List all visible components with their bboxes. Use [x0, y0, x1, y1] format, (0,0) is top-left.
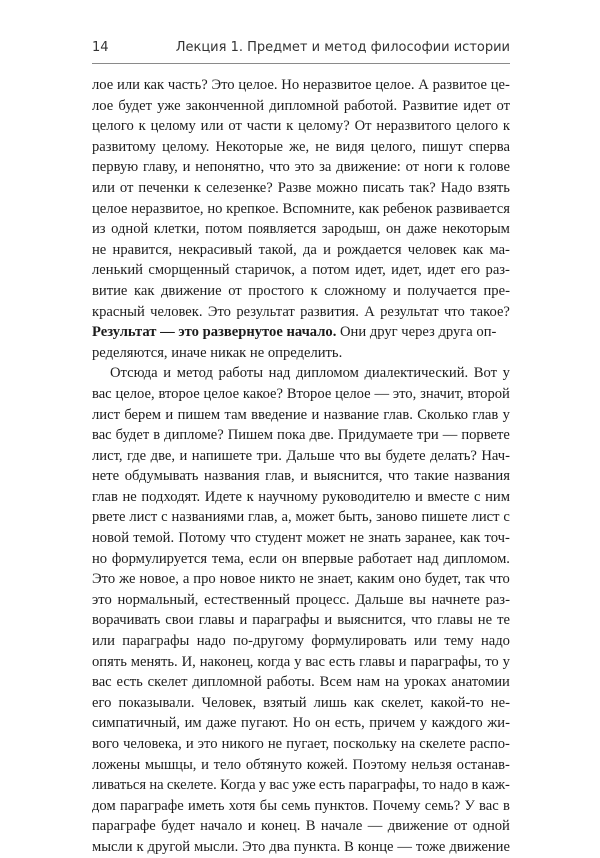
text-line: ложены мышцы, и тело обтянуто кожей. Поэтому нельзя останав- [92, 756, 510, 773]
text-line: параграфе будет начало и конец. В начале — движение от одной [92, 818, 510, 835]
text-line: ределяются, иначе никак не определить. [92, 344, 343, 361]
text-line: красный человек. Это результат развития. А результат что такое? [92, 303, 510, 320]
text-line: рвете лист с названиями глав, а, может быть, заново пишете лист с [92, 509, 510, 526]
text-line: лое или как часть? Это целое. Но неразвитое целое. А развитое це- [92, 77, 510, 93]
page-number: 14 [92, 40, 109, 55]
text-line: целого к целому или от части к целому? От неразвитого целого к [92, 118, 510, 135]
body-text [92, 75, 510, 858]
text-line: вас есть скелет дипломной работы. Всем нам на уроках анатомии [92, 674, 510, 691]
text-line: его показывали. Человек, взятый лишь как скелет, какой-то не- [92, 694, 510, 711]
line-text: Они друг через друга оп- [336, 324, 497, 341]
text-line: развитому целому. Некоторые же, не видя целого, пишут сперва [92, 138, 510, 155]
text-line: лист берем и пишем там введение и название глав. Сколько глав у [92, 406, 510, 423]
text-line: симпатичный, им даже пугают. Но он есть, причем у каждого жи- [92, 715, 510, 732]
text-line: глав не подходят. Идете к научному руководителю и вместе с ним [92, 488, 510, 505]
text-line: из одной клетки, потом появляется зародыш, он даже некоторым [92, 221, 510, 238]
text-line: или параграфы надо по-другому формулировать или тему надо [92, 633, 510, 650]
text-line: лое будет уже законченной дипломной работой. Развитие идет от [92, 97, 510, 114]
text-line: новой темой. Потому что студент может не знать заранее, как точ- [92, 530, 510, 547]
text-line: вого человека, и это никого не пугает, поскольку на скелете распо- [92, 736, 510, 752]
header-rule [92, 63, 510, 64]
text-line: первую главу, и непонятно, что это за движение: от ноги к голове [92, 159, 510, 176]
text-line: целое неразвитое, но крепкое. Вспомните, как ребенок развивается [92, 200, 510, 217]
text-line: витие как движение от простого к сложному и получается пре- [92, 282, 510, 299]
text-line: не нравится, некрасивый такой, да и рождается человек как ма- [92, 241, 510, 258]
text-line [92, 322, 510, 343]
text-line: вас целое, второе целое какое? Второе целое — это, значит, второй [92, 385, 510, 402]
text-line: или от печенки к селезенке? Разве можно писать так? Надо взять [92, 179, 510, 196]
page-header [92, 40, 510, 62]
bold-phrase: Результат — это развернутое начало. [92, 324, 337, 341]
text-line: ливаться на скелете. Когда у вас уже есть параграфы, то надо в каж- [92, 777, 510, 794]
text-line: Отсюда и метод работы над дипломом диалектический. Вот у [110, 365, 510, 382]
text-line: ворачивать свои главы и параграфы и выяснится, что главы не те [92, 612, 510, 629]
text-line: но формулируется тема, если он впервые работает над дипломом. [92, 550, 510, 567]
text-line: дом параграфе иметь хотя бы семь пунктов. Почему семь? У вас в [92, 797, 510, 814]
text-line: опять менять. И, наконец, когда у вас есть главы и параграфы, то у [92, 653, 510, 670]
text-line: ленький сморщенный старичок, а потом идет, идет, идет его раз- [92, 262, 510, 279]
text-line: Это же новое, а про новое никто не знает, каким оно будет, так что [92, 571, 510, 588]
text-line: нете обдумывать названия глав, и выяснится, что такие названия [92, 468, 510, 485]
running-head: Лекция 1. Предмет и метод философии истории [175, 40, 510, 55]
text-line: вас будет в дипломе? Пишем пока две. Придумаете три — порвете [92, 427, 510, 444]
text-line: лист, где две, и напишете три. Дальше что вы будете делать? Нач- [92, 447, 510, 464]
text-line: мысли к другой мысли. Это два пункта. В конце — тоже движение [92, 838, 510, 855]
text-line: это нормальный, естественный процесс. Дальше вы начнете раз- [92, 591, 510, 608]
